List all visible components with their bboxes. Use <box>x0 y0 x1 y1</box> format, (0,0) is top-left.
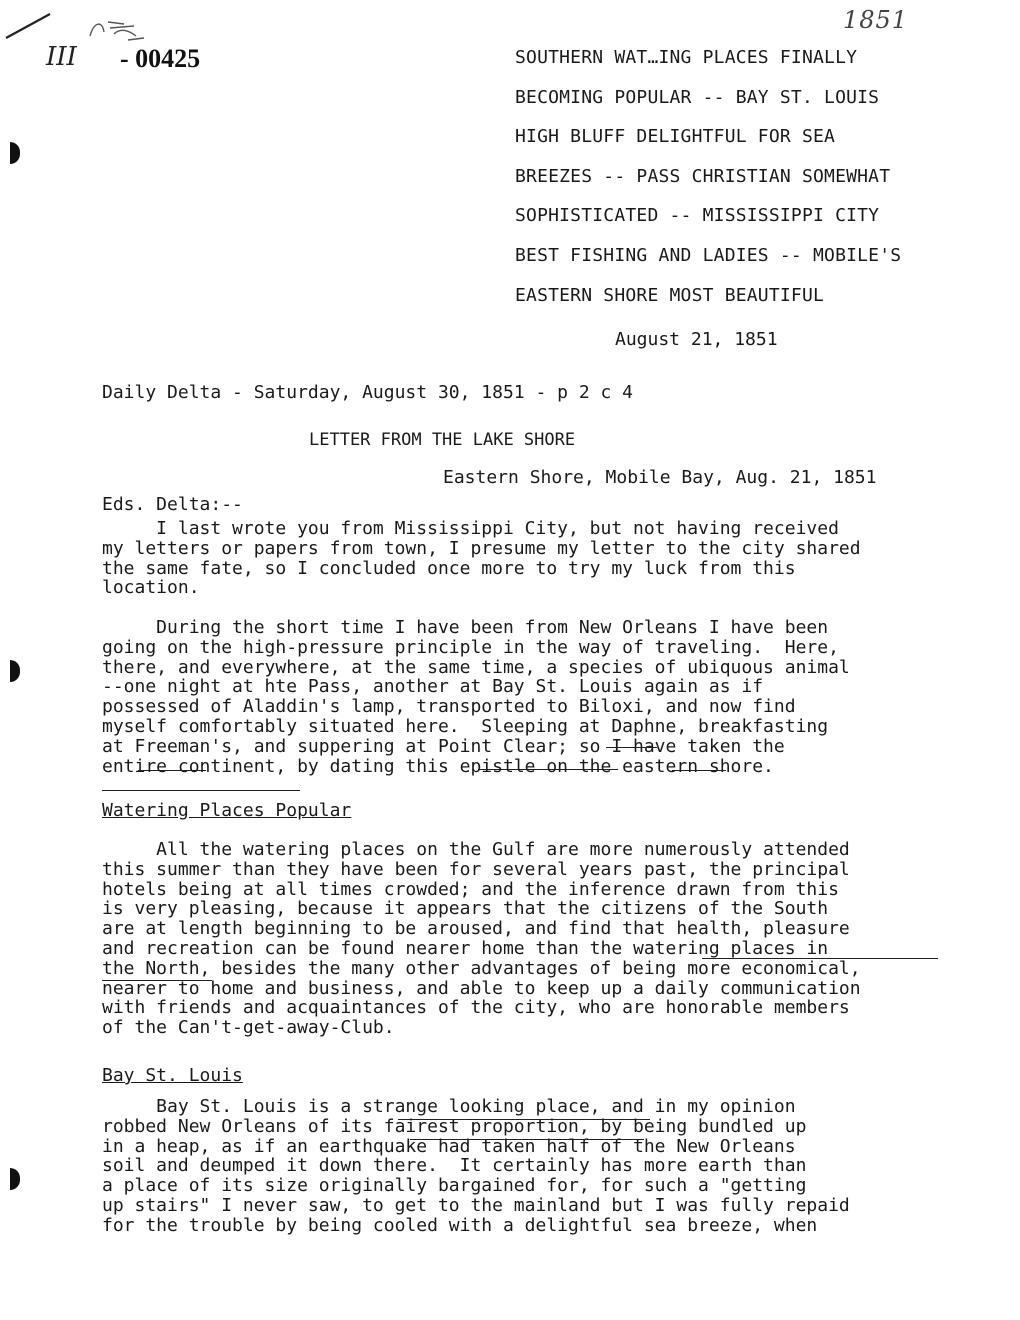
dateline: Eastern Shore, Mobile Bay, Aug. 21, 1851 <box>443 467 877 488</box>
text-line: this summer than they have been for several years past, the principal <box>102 858 850 880</box>
text-line: a place of its size originally bargained for, for such a "getting <box>102 1175 807 1197</box>
text-line: the North, besides the many other advantages of being more economical, <box>102 957 861 979</box>
text-line: of the Can't-get-away-Club. <box>102 1017 395 1039</box>
text-line: All the watering places on the Gulf are more numerously attended <box>102 839 850 860</box>
pen-underline-mark <box>138 770 206 771</box>
text-line: is very pleasing, because it appears that the citizens of the South <box>102 898 829 920</box>
binder-hole-mark <box>10 142 20 164</box>
text-line: in a heap, as if an earthquake had taken half of the New Orleans <box>102 1135 796 1157</box>
text-line: with friends and acquaintances of the city, who are honorable members <box>102 997 850 1019</box>
pen-underline-mark <box>478 769 618 770</box>
headline-line: EASTERN SHORE MOST BEAUTIFUL <box>515 284 825 306</box>
text-line: robbed New Orleans of its fairest proportion, by being bundled up <box>102 1115 807 1137</box>
text-line: at Freeman's, and suppering at Point Clear; so I have taken the <box>102 735 785 757</box>
binder-hole-mark <box>10 660 20 682</box>
headline-line: SOPHISTICATED -- MISSISSIPPI CITY <box>515 205 880 227</box>
text-line: for the trouble by being cooled with a delightful sea breeze, when <box>102 1214 818 1236</box>
headline-line: HIGH BLUFF DELIGHTFUL FOR SEA <box>515 126 836 148</box>
subhead-watering-places: Watering Places Popular <box>102 800 352 821</box>
text-line: my letters or papers from town, I presume my letter to the city shared <box>102 537 861 559</box>
text-line: soil and deumped it down there. It certainly has more earth than <box>102 1155 807 1177</box>
scribble-mark <box>84 14 154 48</box>
pen-underline-mark <box>410 1139 644 1140</box>
binder-hole-mark <box>10 1168 20 1190</box>
text-line: location. <box>102 577 200 599</box>
pen-slash-mark <box>4 10 64 40</box>
text-line: up stairs" I never saw, to get to the mainland but I was fully repaid <box>102 1194 850 1216</box>
pen-underline-mark <box>702 958 938 959</box>
text-line: nearer to home and business, and able to keep up a daily communication <box>102 977 861 999</box>
text-line: are at length beginning to be aroused, and find that health, pleasure <box>102 918 850 940</box>
text-line: During the short time I have been from New Orleans I have been <box>102 617 829 638</box>
salutation: Eds. Delta:-- <box>102 494 243 515</box>
text-line: I last wrote you from Mississippi City, but not having received <box>102 518 839 539</box>
text-line: there, and everywhere, at the same time, a species of ubiquous animal <box>102 656 850 678</box>
pen-underline-mark <box>102 980 212 981</box>
pen-underline-mark <box>672 770 726 771</box>
text-line: the same fate, so I concluded once more to try my luck from this <box>102 557 796 579</box>
paragraph-3 <box>102 840 861 1038</box>
pen-underline-mark <box>102 790 300 791</box>
headline-block <box>515 47 985 350</box>
headline-line: BECOMING POPULAR -- BAY ST. LOUIS <box>515 86 880 108</box>
text-line: --one night at hte Pass, another at Bay St. Louis again as if <box>102 676 764 698</box>
document-number: - 00425 <box>120 44 201 73</box>
text-line: entire continent, by dating this epistle on the eastern shore. <box>102 755 774 777</box>
paragraph-1 <box>102 519 861 598</box>
pen-underline-mark <box>398 1119 650 1120</box>
headline-line: BREEZES -- PASS CHRISTIAN SOMEWHAT <box>515 165 891 187</box>
text-line: Bay St. Louis is a strange looking place, and in my opinion <box>102 1096 796 1117</box>
text-line: going on the high-pressure principle in the way of traveling. Here, <box>102 636 839 658</box>
text-line: and recreation can be found nearer home than the watering places in <box>102 937 829 959</box>
subhead-bay-st-louis: Bay St. Louis <box>102 1065 243 1086</box>
text-line: hotels being at all times crowded; and the inference drawn from this <box>102 878 839 900</box>
paragraph-4 <box>102 1097 850 1236</box>
paragraph-2 <box>102 618 850 776</box>
text-line: possessed of Aladdin's lamp, transported to Biloxi, and now find <box>102 696 796 718</box>
headline-date: August 21, 1851 <box>615 329 778 350</box>
handwritten-year: 1851 <box>843 6 909 34</box>
headline-line: SOUTHERN WAT…ING PLACES FINALLY <box>515 47 858 68</box>
headline-line: BEST FISHING AND LADIES -- MOBILE'S <box>515 244 902 266</box>
letter-title: LETTER FROM THE LAKE SHORE <box>309 430 576 450</box>
roman-numeral-mark: III <box>46 42 77 72</box>
source-citation: Daily Delta - Saturday, August 30, 1851 - p 2 c 4 <box>102 382 634 403</box>
pen-underline-mark <box>606 747 657 748</box>
text-line: myself comfortably situated here. Sleeping at Daphne, breakfasting <box>102 715 829 737</box>
